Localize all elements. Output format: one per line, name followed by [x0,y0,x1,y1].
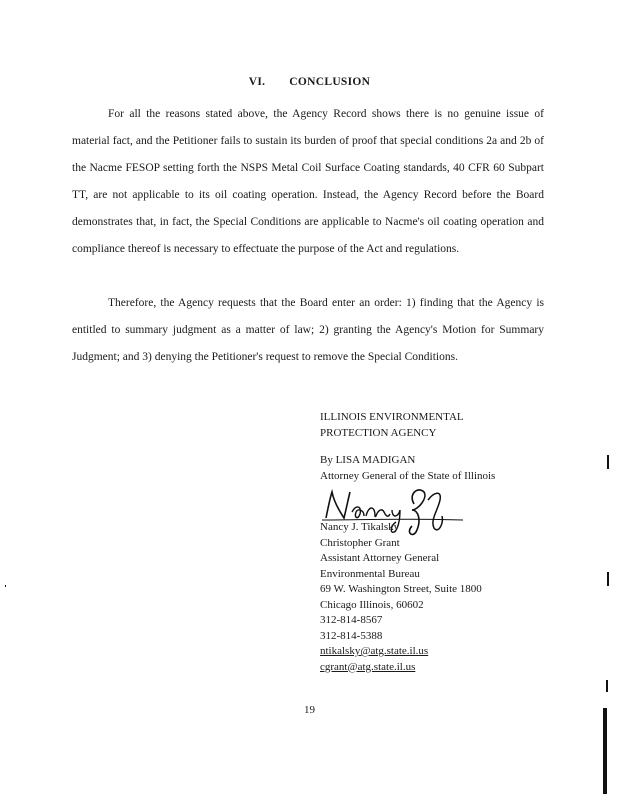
section-number: VI. [248,76,266,88]
conclusion-paragraph-text: For all the reasons stated above, the Agency Record shows there is no genuine issue of material fact, and the Petitioner fails to sustain its burden of proof that special conditions 2a and 2b of the Nacme FESOP setting forth the NSPS Metal Coil Surface Coating standards, 40 CFR 60 Subpart TT, are not applicable to its oil coating operation. Instead, the Agency Record before the Board demonstrates that, in fact, the Special Conditions are applicable to Nacme's oil coating operation and compliance thereof is necessary to effectuate the purpose of the Act and regulations. [72,108,544,255]
signer-email-2[interactable]: cgrant@atg.state.il.us [320,660,416,673]
scan-artifact [607,572,609,586]
signer-city: Chicago Illinois, 60602 [320,598,424,611]
page-number: 19 [304,704,315,716]
request-paragraph [72,290,544,371]
signer-email-1[interactable]: ntikalsky@atg.state.il.us [320,645,429,657]
signer-phone-1: 312-814-8567 [320,614,383,626]
agency-name-line-1: ILLINOIS ENVIRONMENTAL [320,411,464,423]
conclusion-paragraph [72,101,544,263]
request-paragraph-text: Therefore, the Agency requests that the Board enter an order: 1) finding that the Agency is entitled to summary judgment as a matter of law; 2) granting the Agency's Motion for Summary Judgment; and 3) denying the Petitioner's request to remove the Special Conditions. [72,297,544,363]
section-title: CONCLUSION [289,76,371,88]
scan-artifact [5,585,6,587]
scan-artifact [606,680,608,692]
section-heading [0,76,619,88]
signer-phone-2: 312-814-5388 [320,629,383,642]
second-attorney: Christopher Grant [320,536,400,549]
agency-name-line-2: PROTECTION AGENCY [320,426,437,439]
scan-artifact [603,708,607,794]
signer-block [320,520,482,675]
signer-bureau: Environmental Bureau [320,567,420,580]
agency-name-block [320,410,464,441]
attorney-general-title: Attorney General of the State of Illinois [320,469,496,482]
signer-title: Assistant Attorney General [320,552,440,564]
signer-name: Nancy J. Tikalsky [320,521,400,533]
by-line: By LISA MADIGAN [320,454,416,466]
signer-address: 69 W. Washington Street, Suite 1800 [320,583,482,595]
scan-artifact [607,455,609,469]
